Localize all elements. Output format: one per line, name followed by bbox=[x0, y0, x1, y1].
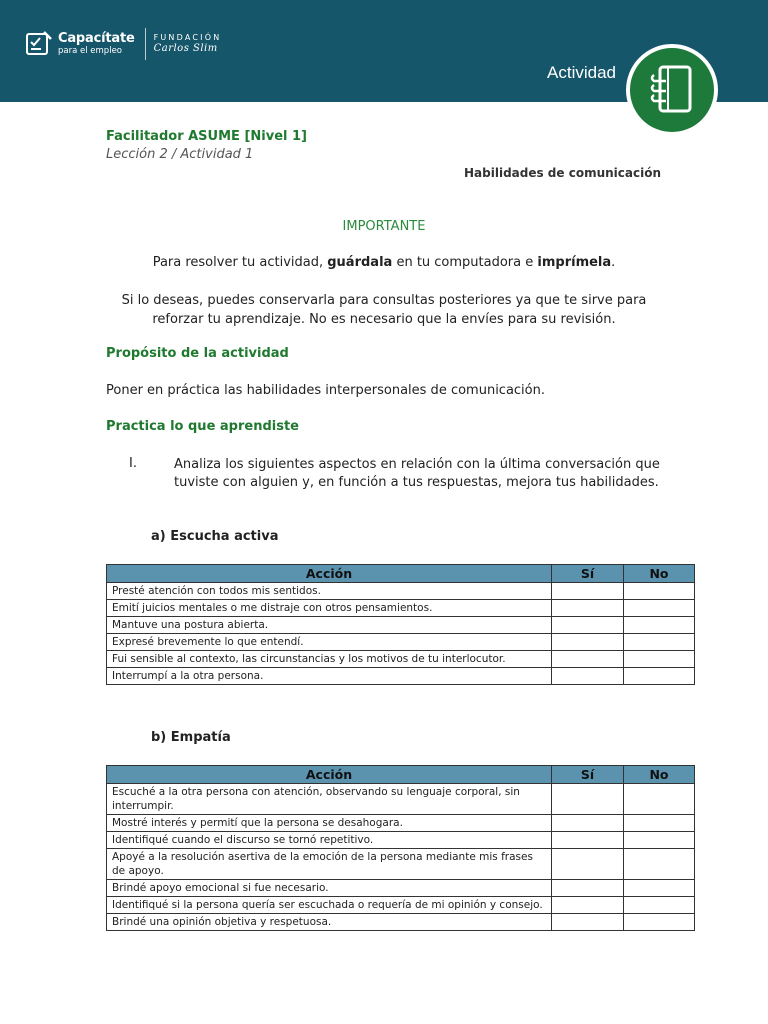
no-checkbox-cell[interactable] bbox=[624, 600, 695, 617]
no-checkbox-cell[interactable] bbox=[624, 849, 695, 880]
instruction-note: Si lo deseas, puedes conservarla para consultas posteriores ya que te sirve para reforzar tu aprendizaje. No es necesario que la envíes para su revisión. bbox=[121, 293, 647, 327]
no-checkbox-cell[interactable] bbox=[624, 897, 695, 914]
si-checkbox-cell[interactable] bbox=[552, 634, 624, 651]
table-row bbox=[107, 600, 695, 617]
action-cell: Identifiqué cuando el discurso se tornó repetitivo. bbox=[107, 832, 552, 849]
no-checkbox-cell[interactable] bbox=[624, 914, 695, 931]
no-checkbox-cell[interactable] bbox=[624, 784, 695, 815]
brand-subtitle: para el empleo bbox=[58, 46, 122, 57]
course-title: Facilitador ASUME [Nivel 1] bbox=[106, 129, 307, 144]
foundation-label: FUNDACIÓN bbox=[153, 33, 222, 43]
table-row bbox=[107, 634, 695, 651]
header-no: No bbox=[624, 565, 695, 583]
table-a-body bbox=[107, 583, 695, 685]
table-row bbox=[107, 849, 695, 880]
instruction-save: guárdala bbox=[327, 255, 393, 270]
empatia-table bbox=[106, 765, 695, 931]
action-cell: Mostré interés y permití que la persona se desahogara. bbox=[107, 815, 552, 832]
header-no: No bbox=[624, 766, 695, 784]
foundation-name: Carlos Slim bbox=[153, 42, 218, 54]
table-row bbox=[107, 897, 695, 914]
brand-title: Capacítate bbox=[58, 31, 135, 47]
instruction-mid: en tu computadora e bbox=[392, 255, 538, 270]
instruction-pre: Para resolver tu actividad, bbox=[152, 255, 328, 270]
si-checkbox-cell[interactable] bbox=[552, 668, 624, 685]
no-checkbox-cell[interactable] bbox=[624, 634, 695, 651]
no-checkbox-cell[interactable] bbox=[624, 880, 695, 897]
action-cell: Brindé una opinión objetiva y respetuosa. bbox=[107, 914, 552, 931]
table-row bbox=[107, 832, 695, 849]
table-a-title: a) Escucha activa bbox=[151, 529, 279, 544]
action-cell: Escuché a la otra persona con atención, observando su lenguaje corporal, sin interrumpir. bbox=[107, 784, 552, 815]
important-heading: IMPORTANTE bbox=[342, 219, 426, 234]
table-b-title: b) Empatía bbox=[151, 730, 231, 745]
action-cell: Presté atención con todos mis sentidos. bbox=[107, 583, 552, 600]
action-cell: Expresé brevemente lo que entendí. bbox=[107, 634, 552, 651]
si-checkbox-cell[interactable] bbox=[552, 651, 624, 668]
list-numeral: I. bbox=[129, 456, 137, 471]
practice-heading: Practica lo que aprendiste bbox=[106, 419, 300, 434]
instruction-post: . bbox=[611, 255, 616, 270]
table-row bbox=[107, 784, 695, 815]
header-accion: Acción bbox=[107, 766, 552, 784]
si-checkbox-cell[interactable] bbox=[552, 617, 624, 634]
instruction-line bbox=[0, 255, 768, 270]
header-accion: Acción bbox=[107, 565, 552, 583]
brand-logo bbox=[24, 28, 221, 60]
action-cell: Emití juicios mentales o me distraje con otros pensamientos. bbox=[107, 600, 552, 617]
no-checkbox-cell[interactable] bbox=[624, 668, 695, 685]
si-checkbox-cell[interactable] bbox=[552, 583, 624, 600]
action-cell: Fui sensible al contexto, las circunstancias y los motivos de tu interlocutor. bbox=[107, 651, 552, 668]
activity-badge bbox=[626, 44, 718, 136]
table-row bbox=[107, 880, 695, 897]
action-cell: Brindé apoyo emocional si fue necesario. bbox=[107, 880, 552, 897]
no-checkbox-cell[interactable] bbox=[624, 583, 695, 600]
si-checkbox-cell[interactable] bbox=[552, 849, 624, 880]
table-row bbox=[107, 668, 695, 685]
header-si: Sí bbox=[552, 766, 624, 784]
action-cell: Interrumpí a la otra persona. bbox=[107, 668, 552, 685]
si-checkbox-cell[interactable] bbox=[552, 832, 624, 849]
si-checkbox-cell[interactable] bbox=[552, 897, 624, 914]
no-checkbox-cell[interactable] bbox=[624, 815, 695, 832]
action-cell: Mantuve una postura abierta. bbox=[107, 617, 552, 634]
action-cell: Apoyé a la resolución asertiva de la emoción de la persona mediante mis frases de apoyo. bbox=[107, 849, 552, 880]
notebook-icon bbox=[648, 63, 696, 117]
purpose-heading: Propósito de la actividad bbox=[106, 346, 289, 361]
table-row bbox=[107, 914, 695, 931]
lesson-subtitle: Lección 2 / Actividad 1 bbox=[106, 147, 254, 162]
si-checkbox-cell[interactable] bbox=[552, 914, 624, 931]
no-checkbox-cell[interactable] bbox=[624, 617, 695, 634]
table-row bbox=[107, 651, 695, 668]
si-checkbox-cell[interactable] bbox=[552, 784, 624, 815]
table-row bbox=[107, 583, 695, 600]
practice-instruction: Analiza los siguientes aspectos en relación con la última conversación que tuviste con alguien y, en función a tus respuestas, mejora tus habilidades. bbox=[174, 457, 660, 490]
no-checkbox-cell[interactable] bbox=[624, 651, 695, 668]
si-checkbox-cell[interactable] bbox=[552, 815, 624, 832]
no-checkbox-cell[interactable] bbox=[624, 832, 695, 849]
topic-title: Habilidades de comunicación bbox=[464, 166, 661, 180]
table-b-body bbox=[107, 784, 695, 931]
si-checkbox-cell[interactable] bbox=[552, 600, 624, 617]
escucha-activa-table bbox=[106, 564, 695, 685]
action-cell: Identifiqué si la persona quería ser escuchada o requería de mi opinión y consejo. bbox=[107, 897, 552, 914]
activity-label: Actividad bbox=[547, 63, 616, 82]
table-row bbox=[107, 617, 695, 634]
instruction-print: imprímela bbox=[537, 255, 612, 270]
header-si: Sí bbox=[552, 565, 624, 583]
si-checkbox-cell[interactable] bbox=[552, 880, 624, 897]
table-row bbox=[107, 815, 695, 832]
brand-divider bbox=[145, 28, 146, 60]
checklist-logo-icon bbox=[24, 30, 54, 58]
purpose-text: Poner en práctica las habilidades interpersonales de comunicación. bbox=[106, 383, 545, 398]
